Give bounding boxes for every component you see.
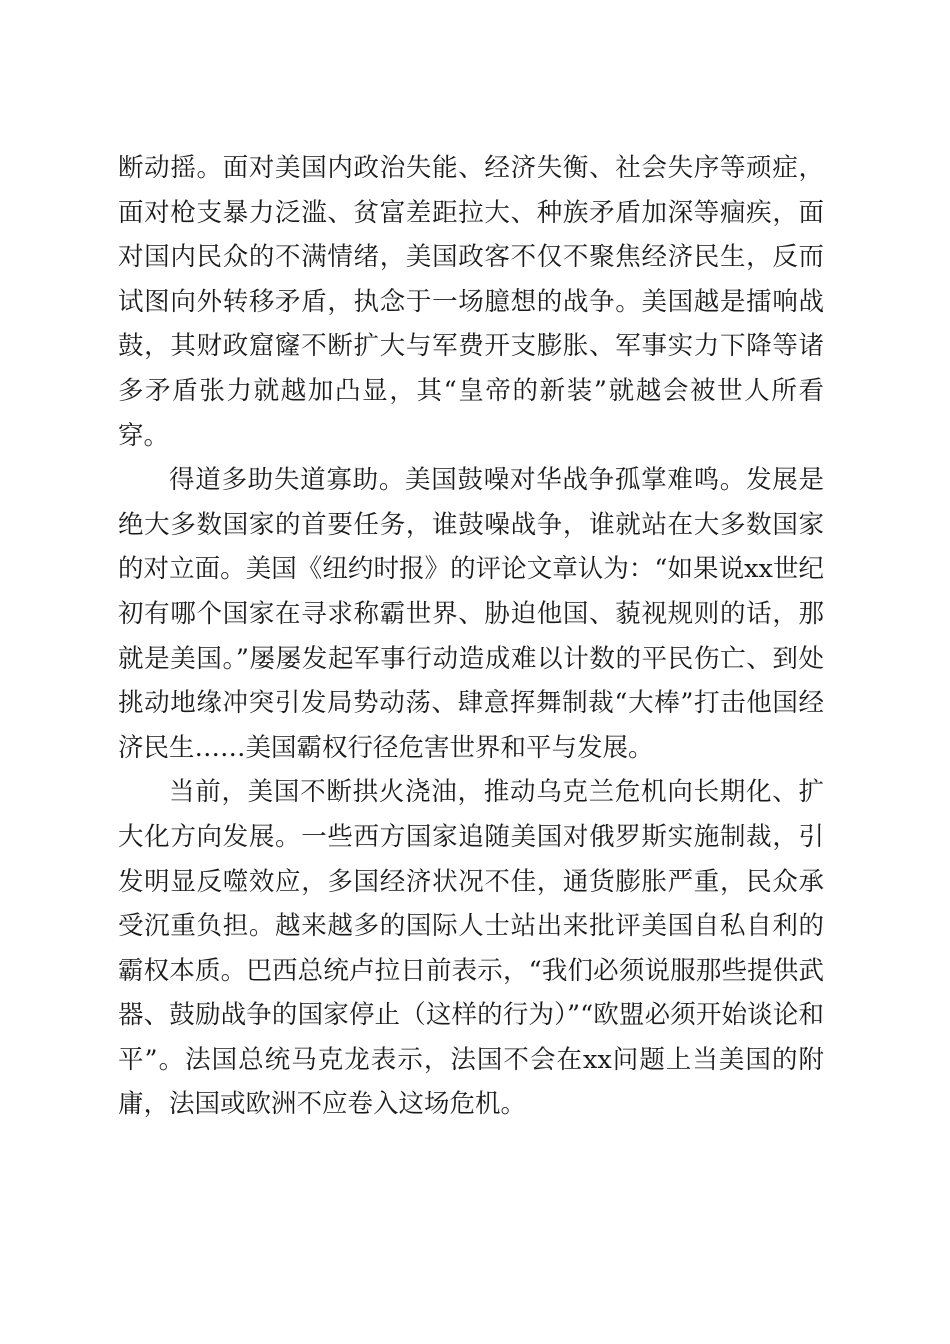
paragraph-continuation: 断动摇。面对美国内政治失能、经济失衡、社会失序等顽症，面对枪支暴力泛滥、贫富差距拉大、种族矛盾加深等痼疾，面对国内民众的不满情绪，美国政客不仅不聚焦经济民生，反而试图向外转移矛盾，执念于一场臆想的战争。美国越是擂响战鼓，其财政窟窿不断扩大与军费开支膨胀、军事实力下降等诸多矛盾张力就越加凸显，其“皇帝的新装”就越会被世人所看穿。 <box>118 153 824 451</box>
document-body <box>118 146 824 1127</box>
paragraph-support-and-isolation: 得道多助失道寡助。美国鼓噪对华战争孤掌难鸣。发展是绝大多数国家的首要任务，谁鼓噪战争，谁就站在大多数国家的对立面。美国《纽约时报》的评论文章认为：“如果说xx世纪初有哪个国家在寻求称霸世界、胁迫他国、藐视规则的话，那就是美国。”屡屡发起军事行动造成难以计数的平民伤亡、到处挑动地缘冲突引发局势动荡、肆意挥舞制裁“大棒”打击他国经济民生……美国霸权行径危害世界和平与发展。 <box>118 465 824 763</box>
paragraph-ukraine-crisis: 当前，美国不断拱火浇油，推动乌克兰危机向长期化、扩大化方向发展。一些西方国家追随美国对俄罗斯实施制裁，引发明显反噬效应，多国经济状况不佳，通货膨胀严重，民众承受沉重负担。越来越多的国际人士站出来批评美国自私自利的霸权本质。巴西总统卢拉日前表示，“我们必须说服那些提供武器、鼓励战争的国家停止（这样的行为）”“欧盟必须开始谈论和平”。法国总统马克龙表示，法国不会在xx问题上当美国的附庸，法国或欧洲不应卷入这场危机。 <box>118 777 824 1120</box>
